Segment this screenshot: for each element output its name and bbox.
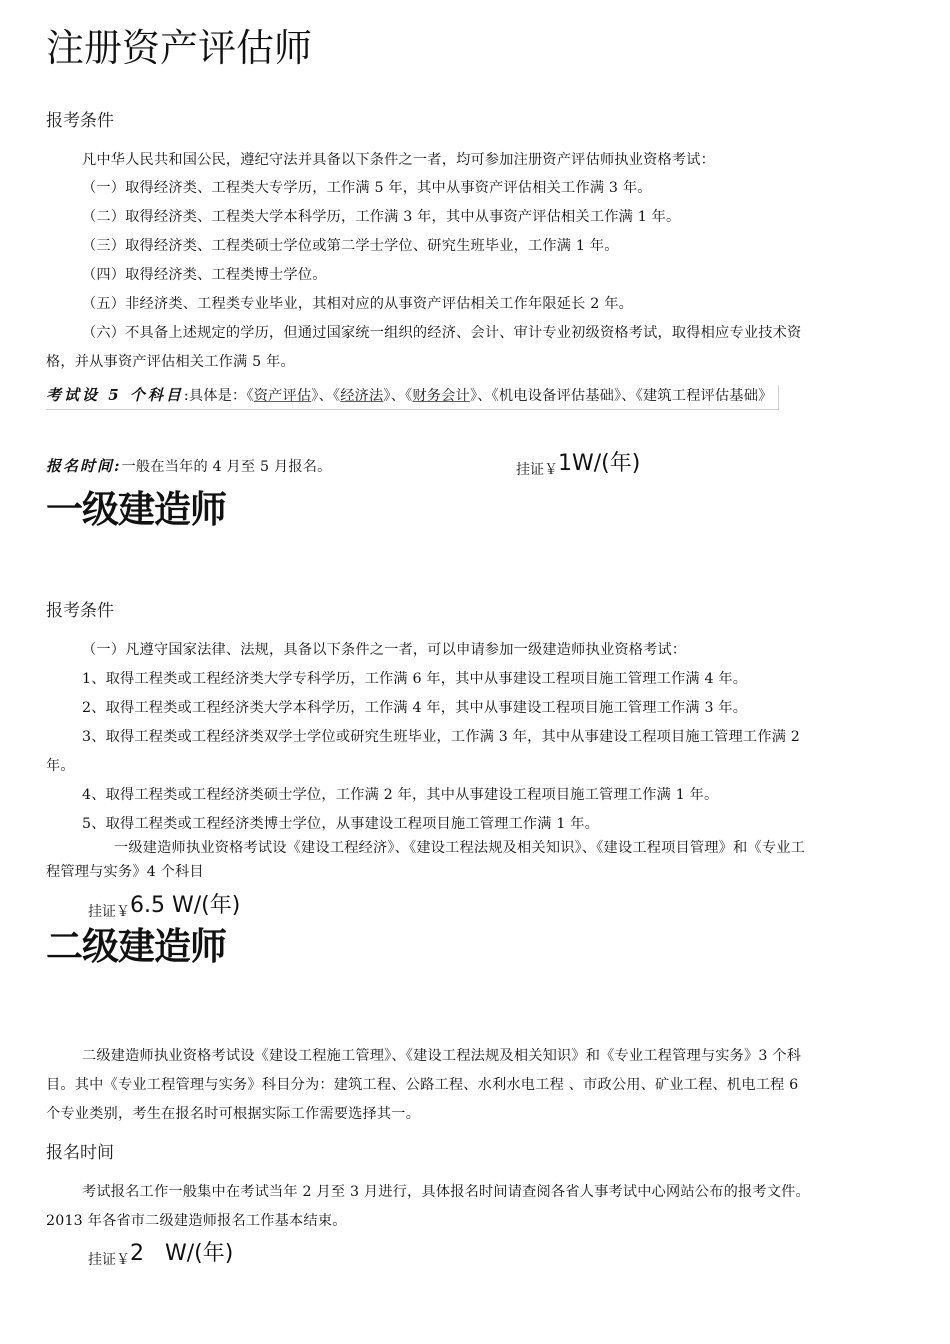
first-item-3-line1: 3、取得工程类或工程经济类双学士学位或研究生班毕业，工作满 3 年，其中从事建设工程项目施工管理工作满 2 bbox=[82, 729, 801, 745]
second-reg-line2: 2013 年各省市二级建造师报名工作基本结束。 bbox=[46, 1213, 347, 1229]
cpv-item-5: （五）非经济类、工程类专业毕业，其相对应的从事资产评估相关工作年限延长 2 年。 bbox=[82, 296, 633, 312]
section-title-second-class: 二级建造师 bbox=[46, 925, 226, 968]
second-fee-prefix: 挂证￥ bbox=[88, 1252, 130, 1268]
cpv-subjects-sep-1: 》、《 bbox=[311, 388, 341, 404]
section-title-first-class: 一级建造师 bbox=[46, 488, 226, 531]
cpv-subjects-row bbox=[46, 385, 779, 410]
first-intro: （一）凡遵守国家法律、法规，具备以下条件之一者，可以申请参加一级建造师执业资格考试： bbox=[82, 642, 687, 658]
first-item-1: 1、取得工程类或工程经济类大学专科学历，工作满 6 年，其中从事建设工程项目施工管理工作满 4 年。 bbox=[82, 671, 748, 687]
cpv-fee-value: 1W/(年) bbox=[558, 451, 641, 476]
cpv-reg-label: 报名时间: bbox=[46, 457, 122, 475]
cpv-item-3: （三）取得经济类、工程类硕士学位或第二学士学位、研究生班毕业，工作满 1 年。 bbox=[82, 238, 619, 254]
first-item-5: 5、取得工程类或工程经济类博士学位，从事建设工程项目施工管理工作满 1 年。 bbox=[82, 816, 600, 832]
cpv-intro: 凡中华人民共和国公民，遵纪守法并具备以下条件之一者，均可参加注册资产评估师执业资格考试： bbox=[82, 152, 716, 168]
second-fee bbox=[88, 1236, 233, 1269]
cpv-item-4: （四）取得经济类、工程类博士学位。 bbox=[82, 267, 327, 283]
second-desc-line2: 目。其中《专业工程管理与实务》科目分为：建筑工程、公路工程、水利水电工程 、市政公用、矿业工程、机电工程 6 bbox=[46, 1077, 799, 1093]
cpv-item-6-line2: 格，并从事资产评估相关工作满 5 年。 bbox=[46, 354, 295, 370]
cpv-item-2: （二）取得经济类、工程类大学本科学历，工作满 3 年，其中从事资产评估相关工作满 1 年。 bbox=[82, 209, 681, 225]
second-desc-line1: 二级建造师执业资格考试设《建设工程施工管理》、《建设工程法规及相关知识》和《专业工程管理与实务》3 个科 bbox=[82, 1048, 802, 1064]
cpv-subjects-label: 考试设 5 个科目 bbox=[46, 386, 184, 404]
subject-link-financial-accounting[interactable]: 财务会计 bbox=[412, 388, 470, 404]
first-fee-prefix: 挂证￥ bbox=[88, 904, 130, 920]
first-item-4: 4、取得工程类或工程经济类硕士学位，工作满 2 年，其中从事建设工程项目施工管理工作满 1 年。 bbox=[82, 787, 719, 803]
first-item-2: 2、取得工程类或工程经济类大学本科学历，工作满 4 年，其中从事建设工程项目施工管理工作满 3 年。 bbox=[82, 700, 748, 716]
cpv-reg-row bbox=[46, 456, 332, 477]
second-reg-line1: 考试报名工作一般集中在考试当年 2 月至 3 月进行，具体报名时间请查阅各省人事考试中心网站公布的报考文件。 bbox=[82, 1184, 810, 1200]
second-desc-line3: 个专业类别，考生在报名时可根据实际工作需要选择其一。 bbox=[46, 1106, 421, 1122]
cpv-subjects-sep-2: 》、《 bbox=[383, 388, 413, 404]
subject-link-asset-appraisal[interactable]: 资产评估 bbox=[253, 388, 312, 404]
first-item-3-line2: 年。 bbox=[46, 758, 75, 774]
first-fee-value: 6.5 W/(年) bbox=[130, 893, 241, 918]
first-subjects-line1: 一级建造师执业资格考试设《建设工程经济》、《建设工程法规及相关知识》、《建设工程项目管理》和《专业工 bbox=[114, 840, 805, 856]
cpv-fee bbox=[516, 446, 640, 479]
first-conditions-label: 报考条件 bbox=[46, 601, 114, 621]
second-fee-value: 2 W/(年) bbox=[130, 1241, 234, 1266]
first-subjects-line2: 程管理与实务》4 个科目 bbox=[46, 864, 204, 880]
section-title-cpv: 注册资产评估师 bbox=[46, 26, 313, 70]
cpv-item-6-line1: （六）不具备上述规定的学历，但通过国家统一组织的经济、会计、审计专业初级资格考试，取得相应专业技术资 bbox=[82, 325, 802, 341]
cpv-reg-text: 一般在当年的 4 月至 5 月报名。 bbox=[121, 459, 332, 475]
cpv-subjects-prefix: :具体是：《 bbox=[183, 388, 254, 404]
cpv-fee-prefix: 挂证￥ bbox=[516, 462, 558, 478]
cpv-subjects-rest: 》、《机电设备评估基础》、《建筑工程评估基础》 bbox=[469, 388, 773, 404]
subject-link-economic-law[interactable]: 经济法 bbox=[340, 388, 384, 404]
cpv-item-1: （一）取得经济类、工程类大专学历，工作满 5 年，其中从事资产评估相关工作满 3 年。 bbox=[82, 180, 652, 196]
second-reg-label: 报名时间 bbox=[46, 1143, 114, 1163]
cpv-conditions-label: 报考条件 bbox=[46, 111, 114, 131]
first-fee bbox=[88, 888, 240, 921]
